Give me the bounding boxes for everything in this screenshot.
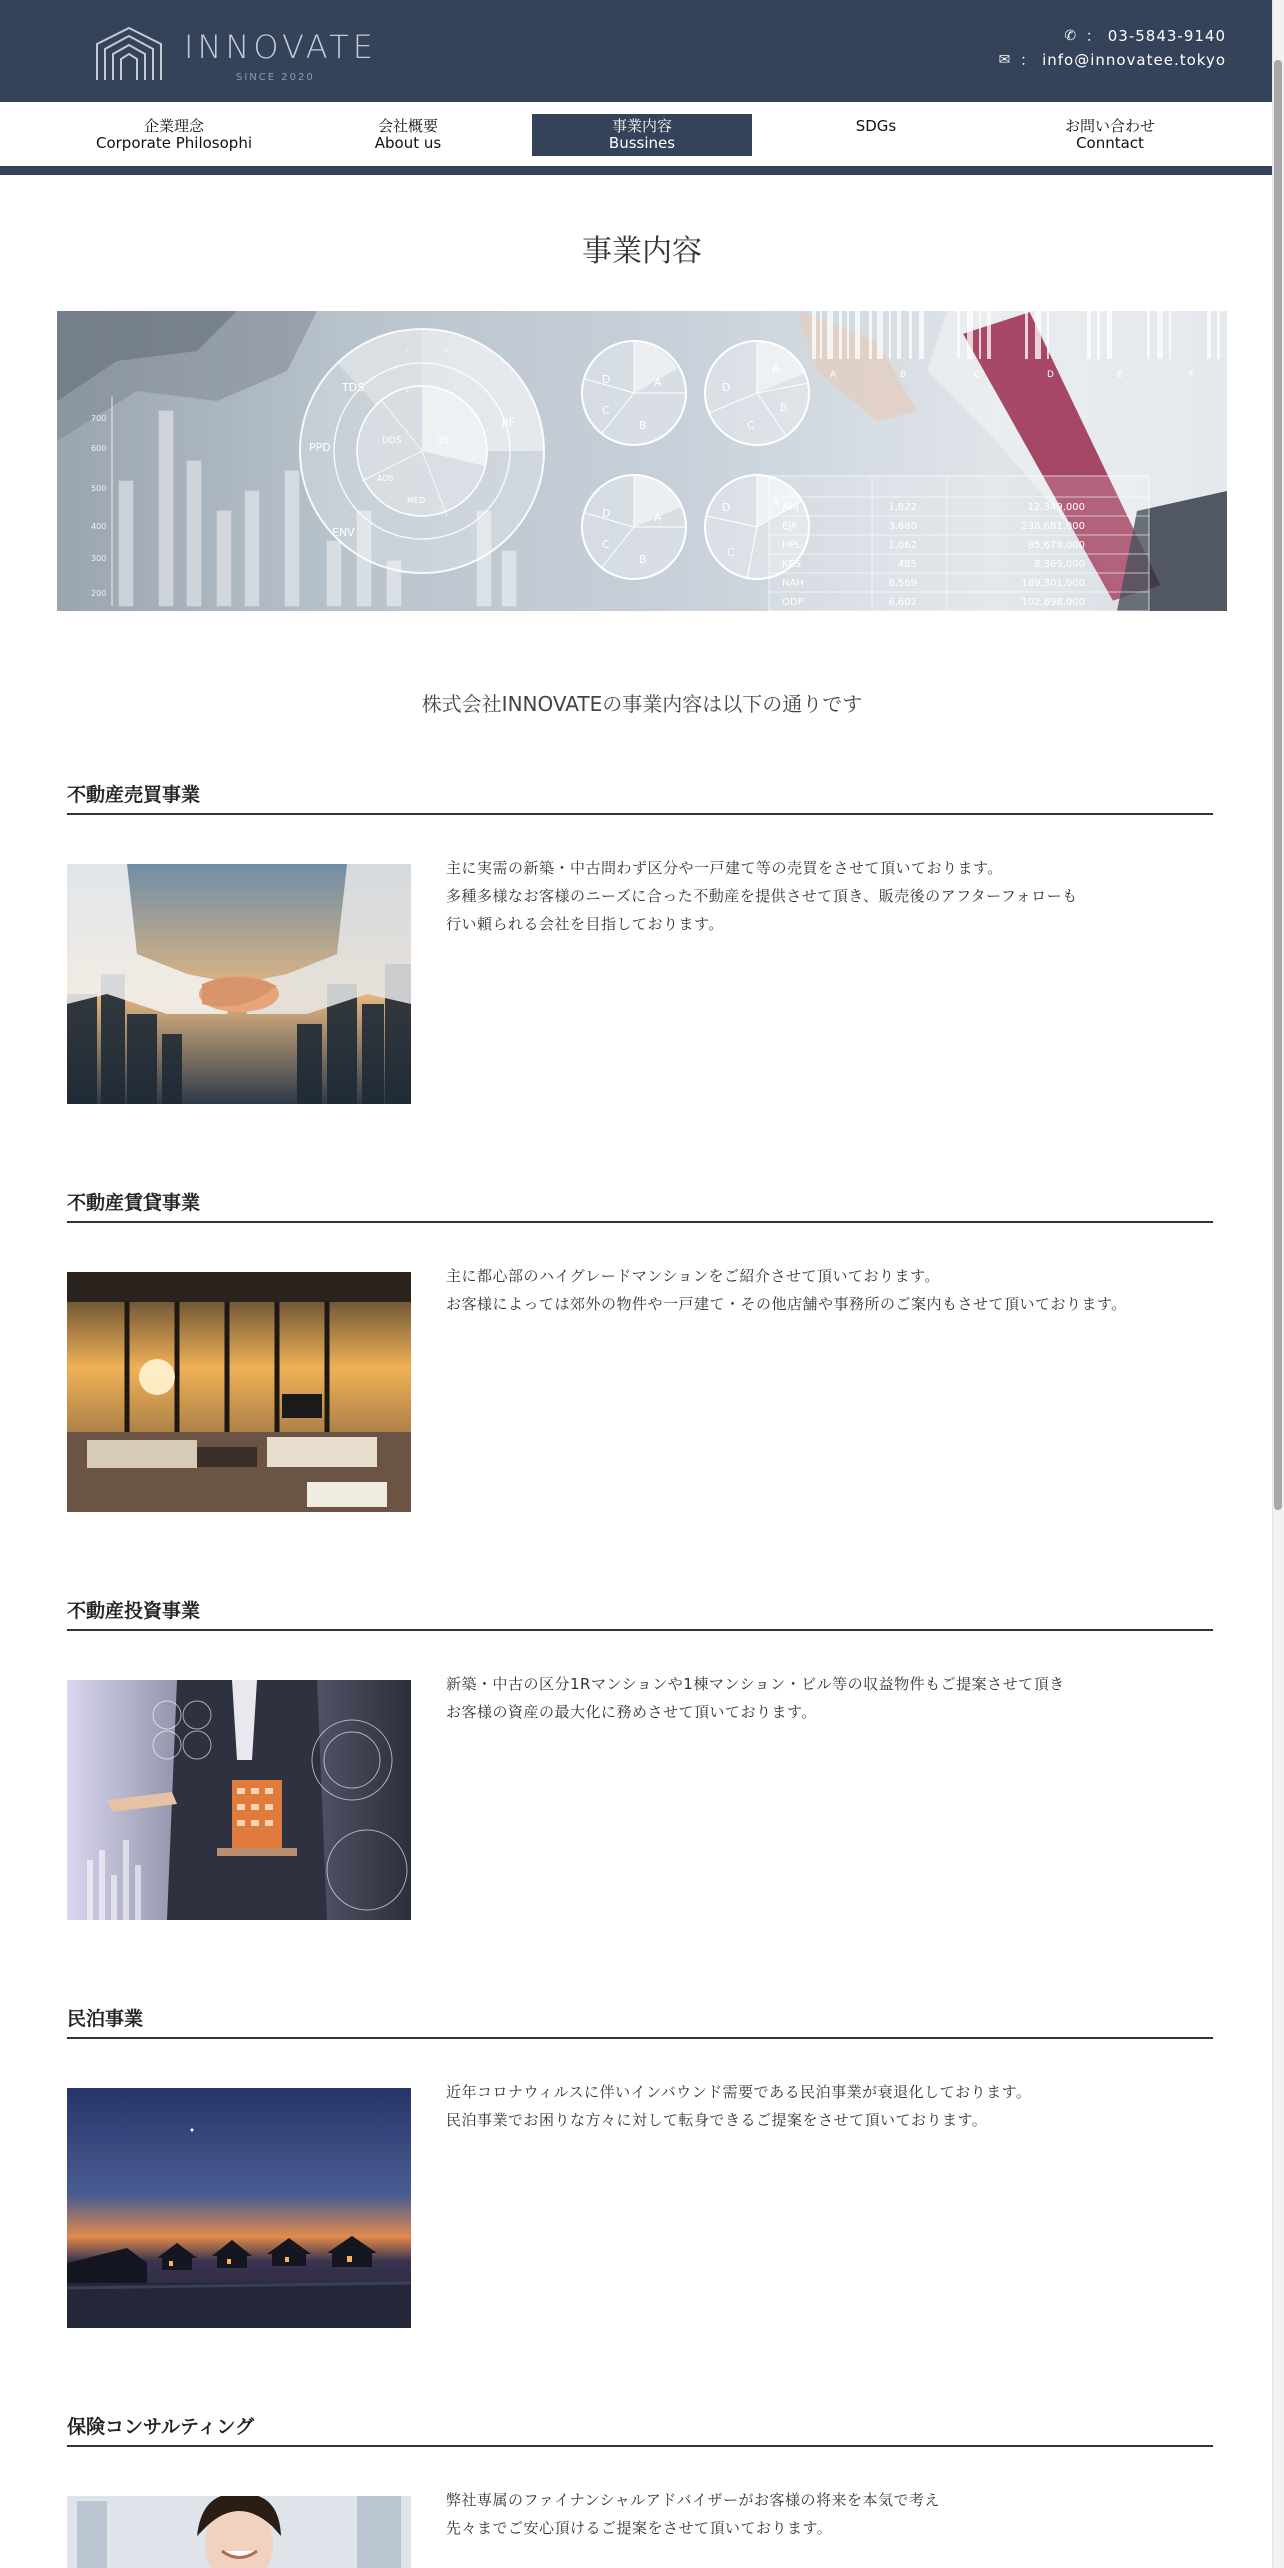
section-text-insurance xyxy=(446,2486,1186,2542)
pie-label: C xyxy=(602,404,610,417)
page-title: 事業内容 xyxy=(582,234,702,269)
resort-sunset-image xyxy=(67,2088,411,2328)
advisor-image xyxy=(67,2496,411,2568)
table-cell: 189,301,000 xyxy=(1021,578,1085,589)
section-text-investment xyxy=(446,1670,1186,1726)
section-text-minpaku xyxy=(446,2078,1186,2134)
text-line: 新築・中古の区分1Rマンションや1棟マンション・ビル等の収益物件もご提案させて頂き xyxy=(446,1675,1065,1693)
phone-line[interactable] xyxy=(996,24,1226,48)
table-cell: AHJ xyxy=(782,502,800,513)
text-line: 主に都心部のハイグレードマンションをご紹介させて頂いております。 xyxy=(446,1267,940,1285)
bar-axis-label: 600 xyxy=(91,444,107,453)
table-cell: 6,602 xyxy=(888,597,917,608)
barcode-label: F xyxy=(1189,370,1195,380)
nav-item-label-jp: 事業内容 xyxy=(611,117,672,135)
hero-analytics-illustration xyxy=(57,311,1227,611)
pie-label: A xyxy=(654,376,662,389)
donut-label: JIF xyxy=(502,416,515,429)
bar-axis-label: 300 xyxy=(91,554,107,563)
section-title-investment: 不動産投資事業 xyxy=(67,1596,1213,1631)
nav-item-label-jp: お問い合わせ xyxy=(1064,117,1155,135)
section-title-insurance: 保険コンサルティング xyxy=(67,2412,1213,2447)
section-text-rental xyxy=(446,1262,1186,1318)
table-cell: 102,698,000 xyxy=(1021,597,1085,608)
main-nav xyxy=(0,102,1284,166)
nav-item-label-en: Bussines xyxy=(608,134,676,152)
table-cell: 85,678,000 xyxy=(1027,540,1085,551)
pie-label: D xyxy=(722,501,731,514)
donut-label: ENV xyxy=(332,526,355,539)
nav-item-label-en: Corporate Philosophi xyxy=(95,134,252,152)
section-title-sales: 不動産売買事業 xyxy=(67,780,1213,815)
table-cell: 1,062 xyxy=(888,540,917,551)
hero-data-table xyxy=(769,476,1149,611)
table-cell: 238,681,000 xyxy=(1021,521,1085,532)
text-line: 弊社専属のファイナンシャルアドバイザーがお客様の将来を本気で考え xyxy=(446,2491,940,2509)
bar-axis-label: 200 xyxy=(91,589,107,598)
phone-icon: ✆ xyxy=(1064,28,1078,44)
donut-label: DDS xyxy=(382,436,402,446)
table-cell: 8,569 xyxy=(888,578,917,589)
text-line: 先々までご安心頂けるご提案をさせて頂いております。 xyxy=(446,2519,833,2537)
section-title-rental: 不動産賃貸事業 xyxy=(67,1188,1213,1223)
logo-mark-icon xyxy=(94,24,164,84)
envelope-icon: ✉ xyxy=(998,52,1012,68)
table-cell: HPL xyxy=(782,540,802,551)
page-scrollbar[interactable] xyxy=(1272,0,1284,2568)
table-cell: NAH xyxy=(782,578,804,589)
pie-label: A xyxy=(772,363,780,376)
barcode-label: E xyxy=(1117,370,1123,380)
table-cell: 3,680 xyxy=(888,521,917,532)
nav-item-label-en: Conntact xyxy=(1076,134,1144,152)
barcode-label: B xyxy=(900,370,907,380)
email-address: info@innovatee.tokyo xyxy=(1042,51,1226,69)
pie-label: D xyxy=(602,373,611,386)
table-cell: KES xyxy=(782,559,802,570)
section-title-minpaku: 民泊事業 xyxy=(67,2004,1213,2039)
phone-prefix: ： xyxy=(1085,27,1102,45)
nav-item-about[interactable] xyxy=(298,114,518,156)
text-line: お客様によっては郊外の物件や一戸建て・その他店舗や事務所のご案内もさせて頂いております。 xyxy=(446,1295,1127,1313)
pie-label: A xyxy=(654,511,662,524)
bar-axis-label: 700 xyxy=(91,414,107,423)
bar-axis-label: 400 xyxy=(91,522,107,531)
donut-label: MED xyxy=(407,496,426,505)
header-contact xyxy=(996,24,1226,72)
bar-axis-label: 500 xyxy=(91,484,107,493)
donut-label: PPD xyxy=(309,441,331,454)
table-cell: ODP xyxy=(782,597,804,608)
logo-text: INNOVATE xyxy=(184,28,377,66)
scrollbar-thumb[interactable] xyxy=(1274,60,1282,1510)
nav-item-philosophy[interactable] xyxy=(64,114,284,156)
nav-item-label-jp: SDGs xyxy=(855,117,897,135)
table-cell: 1,822 xyxy=(888,502,917,513)
email-line[interactable] xyxy=(996,48,1226,72)
site-header xyxy=(0,0,1284,102)
nav-item-sdgs[interactable] xyxy=(766,114,986,156)
living-room-image xyxy=(67,1272,411,1512)
pie-label: B xyxy=(639,553,647,566)
barcode-label: D xyxy=(1047,370,1054,380)
logo-subtitle: SINCE 2020 xyxy=(236,72,315,83)
pie-label: D xyxy=(602,507,611,520)
section-text-sales xyxy=(446,854,1186,938)
donut-label: ADS xyxy=(377,474,394,483)
text-line: 多種多様なお客様のニーズに合った不動産を提供させて頂き、販売後のアフターフォローも xyxy=(446,887,1078,905)
pie-label: C xyxy=(727,546,735,559)
barcode-label: C xyxy=(974,370,981,380)
intro-text: 株式会社INNOVATEの事業内容は以下の通りです xyxy=(421,692,863,716)
nav-item-label-en: About us xyxy=(374,134,442,152)
table-cell: EJK xyxy=(782,521,798,532)
barcode-label: A xyxy=(830,370,837,380)
phone-number: 03-5843-9140 xyxy=(1107,27,1226,45)
pie-label: B xyxy=(780,401,788,414)
pie-label: B xyxy=(639,419,647,432)
pie-label: A xyxy=(772,496,780,509)
text-line: 民泊事業でお困りな方々に対して転身できるご提案をさせて頂いております。 xyxy=(446,2111,988,2129)
logo[interactable] xyxy=(94,22,377,88)
hero-image xyxy=(57,311,1227,611)
text-line: 近年コロナウィルスに伴いインバウンド需要である民泊事業が衰退化しております。 xyxy=(446,2083,1032,2101)
table-cell: 8,369,000 xyxy=(1034,559,1085,570)
text-line: お客様の資産の最大化に務めさせて頂いております。 xyxy=(446,1703,817,1721)
pie-label: C xyxy=(602,538,610,551)
nav-divider xyxy=(0,166,1284,175)
table-cell: 12,349,000 xyxy=(1027,502,1085,513)
pie-label: C xyxy=(747,419,755,432)
nav-item-label-jp: 会社概要 xyxy=(377,117,438,135)
email-prefix: ： xyxy=(1020,51,1037,69)
text-line: 主に実需の新築・中古問わず区分や一戸建て等の売買をさせて頂いております。 xyxy=(446,859,1003,877)
pie-label: D xyxy=(722,381,731,394)
donut-label: TDS xyxy=(342,381,365,394)
nav-item-contact[interactable] xyxy=(1000,114,1220,156)
hero-donut-chart xyxy=(300,329,544,573)
text-line: 行い頼られる会社を目指しております。 xyxy=(446,915,724,933)
nav-item-label-jp: 企業理念 xyxy=(143,117,204,135)
investment-building-image xyxy=(67,1680,411,1920)
handshake-image xyxy=(67,864,411,1104)
table-cell: 485 xyxy=(897,559,917,570)
nav-item-business[interactable] xyxy=(532,114,752,156)
donut-label: JEI xyxy=(437,436,448,446)
